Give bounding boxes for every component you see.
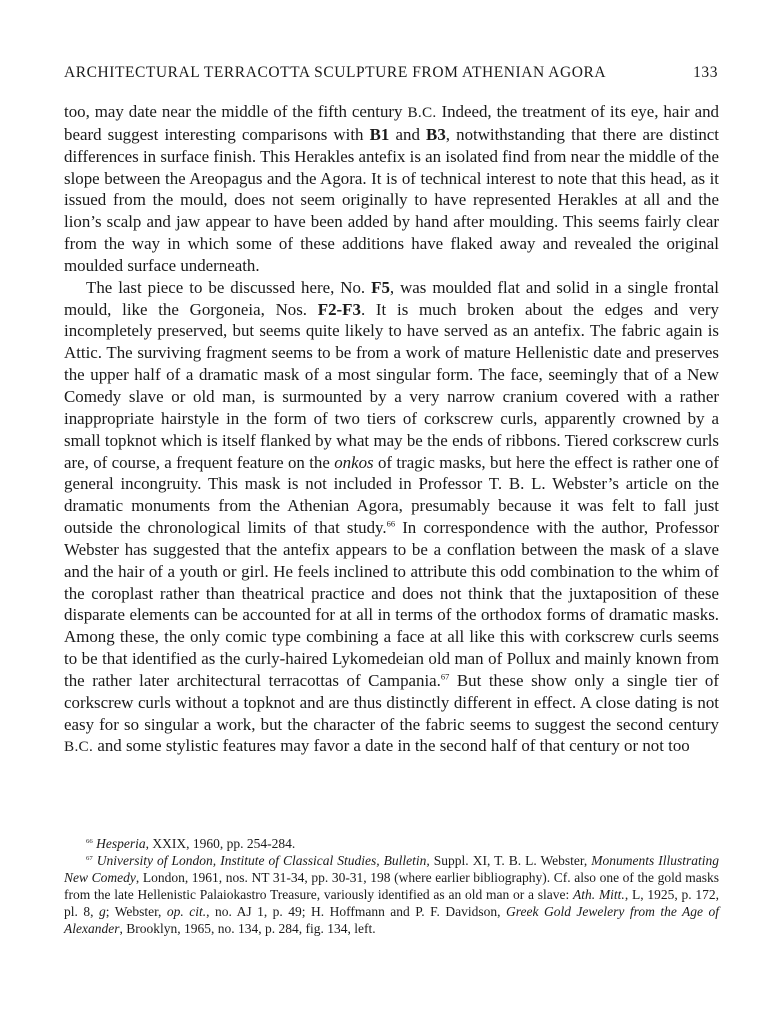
- italic-title: g: [98, 904, 106, 919]
- italic-title: Monuments Illustrating New Comedy: [64, 853, 720, 885]
- body-text: [64, 101, 719, 758]
- footnote-67: [64, 852, 719, 937]
- text-run: , London, 1961, nos. NT 31-34, pp. 30-31, 198 (where earlier bibliography). Cf. also one of the gold masks from the late Hellenistic Palaiokastro Treasure, variously identified as an old man or a slave:: [64, 870, 719, 902]
- text-run: But these show only a single tier of corkscrew curls without a topknot and are thus distinctly different in effect. A close dating is not easy for so singular a work, but the character of the fabric seems to suggest the second century: [64, 670, 719, 734]
- italic-title: Greek Gold Jewelery from the Age of Alexander: [64, 904, 720, 936]
- running-title: ARCHITECTURAL TERRACOTTA SCULPTURE FROM ATHENIAN AGORA: [64, 64, 607, 81]
- running-header: [64, 64, 718, 88]
- text-run: , Brooklyn, 1965, no. 134, p. 284, fig. 134, left.: [119, 921, 376, 936]
- catalog-ref: F5: [371, 277, 390, 297]
- text-run: , XXIX, 1960, pp. 254-284.: [145, 836, 296, 851]
- text-run: , L, 1925, p. 172, pl. 8,: [64, 887, 720, 919]
- text-run: Indeed, the treatment of its eye, hair and beard suggest interesting comparisons with: [64, 102, 719, 144]
- page-number: 133: [693, 64, 718, 81]
- text-run: Suppl. XI, T. B. L. Webster,: [433, 853, 588, 868]
- text-run: . It is much broken about the edges and very incompletely preserved, but seems quite likely to have served as an antefix. The fabric again is Attic. The surviving fragment seems to be from a work of mature Hellenistic date and preserves the upper half of a dramatic mask of a most singular form. The face, seemingly that of a New Comedy slave or old man, is surmounted by a very narrow cranium covered with a rather inappropriate hairstyle in the form of two tiers of corkscrew curls, apparently crowned by a small topknot which is itself flanked by what may be the ends of ribbons. Tiered corkscrew curls are, of course, a frequent feature on the: [64, 299, 720, 472]
- footnotes: [64, 835, 719, 937]
- italic-term: onkos: [334, 452, 374, 472]
- catalog-ref: F2-F3: [317, 299, 361, 319]
- footnote-number: 67: [86, 854, 93, 862]
- text-run: and some stylistic features may favor a date in the second half of that century or not too: [97, 736, 690, 756]
- text-run: too, may date near the middle of the fifth century: [64, 102, 403, 121]
- text-run: and: [395, 124, 420, 144]
- text-run: The last piece to be discussed here, No.: [86, 277, 366, 297]
- catalog-ref: B3: [426, 124, 446, 144]
- paragraph-1: [64, 101, 719, 277]
- text-run: of tragic masks, but here the effect is rather one of general incongruity. This mask is not included in Professor T. B. L. Webster’s article on the dramatic monuments from the Athenian Agora, presumably because it was felt to fall just outside the chronological limits of that study.: [64, 452, 719, 538]
- text-run: , notwithstanding that there are distinct differences in surface finish. This Herakles antefix is an isolated find from near the middle of the slope between the Areopagus and the Agora. It is of technical interest to note that this head, as it issued from the mould, does not seem originally to have represented Herakles at all and the lion’s scalp and jaw appear to have been added by hand after moulding. This seems fairly clear from the way in which some of these additions have flaked away and revealed the original moulded surface underneath.: [64, 124, 719, 275]
- text-run: , no. AJ 1, p. 49; H. Hoffmann and P. F. Davidson,: [206, 904, 501, 919]
- text-run: , was moulded flat and solid in a single frontal mould, like the Gorgoneia, Nos.: [64, 277, 719, 319]
- footnote-66: [64, 835, 719, 852]
- italic-title: Ath. Mitt.: [573, 887, 625, 902]
- paragraph-2: [64, 277, 719, 759]
- text-run: In correspondence with the author, Professor Webster has suggested that the antefix appears to be a conflation between the mask of a slave and the hair of a youth or girl. He feels inclined to attribute this odd combination to the whim of the coroplast rather than theatrical practice and does not think that the juxtaposition of these disparate elements can be accounted for at all in terms of the orthodox forms of dramatic masks. Among these, the only comic type combining a face at all like this with corkscrew curls seems to be that identified as the curly-haired Lykomedeian old man of Pollux and mainly known from the rather later architectural terracottas of Campania.: [64, 518, 719, 690]
- italic-title: Hesperia: [96, 836, 146, 851]
- footnote-ref: 66: [386, 518, 396, 529]
- footnote-number: 66: [86, 837, 93, 845]
- era-abbrev: B.C.: [64, 738, 94, 756]
- catalog-ref: B1: [369, 124, 390, 144]
- era-abbrev: B.C.: [407, 104, 437, 121]
- italic-title: op. cit.: [166, 904, 207, 919]
- footnote-ref: 67: [440, 671, 450, 682]
- text-run: ; Webster,: [105, 904, 162, 919]
- italic-title: University of London, Institute of Classical Studies, Bulletin,: [96, 853, 430, 868]
